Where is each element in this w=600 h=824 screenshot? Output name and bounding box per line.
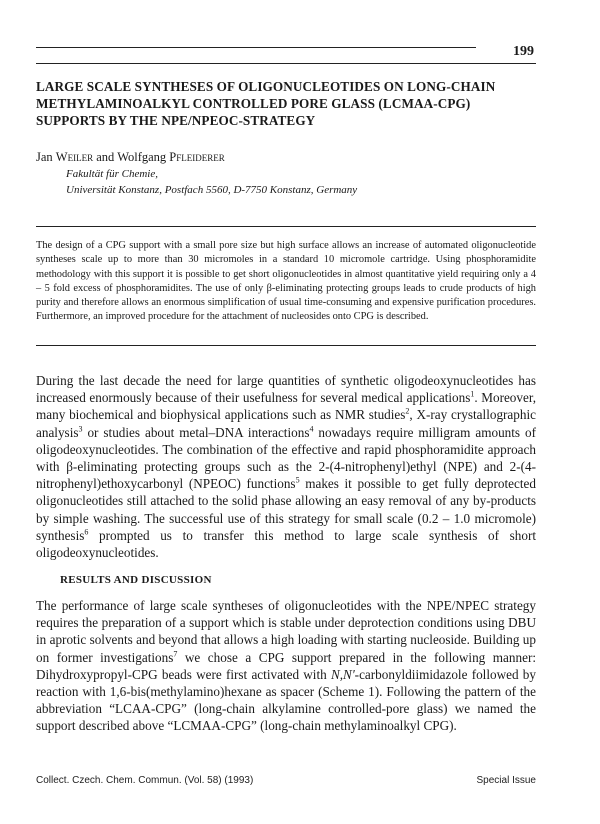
abstract-rule-top: [36, 226, 536, 227]
page-number: 199: [513, 44, 534, 59]
affiliation-line-2: Universität Konstanz, Postfach 5560, D-7750 Konstanz, Germany: [66, 184, 358, 196]
results-paragraph: The performance of large scale syntheses of oligonucleotides with the NPE/NPEC strategy requires the preparation of a support which is stable under deprotection conditions using DBU in aprotic solvents and beyond that allows a high loading with starting nucleoside. Building up on former investigations$^7$ we chose a CPG support prepared in the following manner: Dihydroxypropyl-CPG beads were first activated with N,N'-carbonyldiimidazole followed by reaction with 1,6-bis(methylamino)hexane as spacer (Scheme 1). Following the pattern of the abbreviation “LCAA-CPG” (long-chain alkylamine controlled-pore glass) we named the support described above “LCMAA-CPG” (long-chain methylaminoalkyl CPG).: [36, 598, 536, 734]
header-rule: [36, 47, 476, 48]
abstract: The design of a CPG support with a small pore size but high surface allows an increase of automated oligonucleotide syntheses scale up to more than 30 micromoles in a standard 10 micromole cartridge. Using phosphoramidite methodology with this support it is possible to get short oligonucleotides in almost quantitative yield requiring only a 4 – 5 fold excess of phosphoramidites. The use of only β-eliminating protecting groups leads to crude products of high purity and therefore allows an enormous simplification of usual time-consuming and expensive purification procedures. Furthermore, an improved procedure for the attachment of nucleosides onto CPG is described.: [36, 240, 536, 323]
author-1-family-name: Weiler: [55, 150, 94, 164]
author-separator: and: [96, 150, 115, 164]
reference-1: 1: [470, 389, 475, 399]
reference-2: 2: [405, 407, 410, 417]
author-line: [36, 150, 536, 165]
reference-3: 3: [78, 424, 83, 434]
author-2-family-name: Pfleiderer: [169, 150, 225, 164]
author-1-given-name: Jan: [36, 150, 53, 164]
header-rule-bottom: [36, 63, 536, 64]
introduction-paragraph: During the last decade the need for large quantities of synthetic oligodeoxynucleotides has increased enormously because of their usefulness for several medical applications$^1$. Moreover, many biochemical and biophysical applications such as NMR studies$^2$, X-ray crystallographic analysis$^3$ or studies about metal–DNA interactions$^4$ nowadays require milligram amounts of oligodeoxynucleotides. The combination of the effective and rapid phosphoramidite approach with β-eliminating protecting groups such as the 2-(4-nitrophenyl)ethyl (NPE) and 2-(4-nitrophenyl)ethoxycarbonyl (NPEOC) functions$^5$ makes it possible to get fully deprotected oligonucleotides still attached to the solid phase allowing an easy removal of any by-products by simple washing. The successful use of this strategy for small scale (0.2 – 1.0 micromole) synthesis$^6$ prompted us to transfer this method to large scale synthesis of short oligodeoxynucleotides.: [36, 373, 537, 561]
reference-4: 4: [309, 424, 314, 434]
reference-7: 7: [173, 649, 178, 659]
section-heading-results: RESULTS AND DISCUSSION: [60, 574, 212, 586]
footer-citation: Collect. Czech. Chem. Commun. (Vol. 58) (1993): [36, 775, 254, 786]
reference-6: 6: [84, 527, 89, 537]
affiliation-line-1: Fakultät für Chemie,: [66, 168, 158, 180]
reference-5: 5: [295, 475, 300, 485]
article-title: LARGE SCALE SYNTHESES OF OLIGONUCLEOTIDES ON LONG-CHAIN METHYLAMINOALKYL CONTROLLED PORE GLASS (LCMAA-CPG) SUPPORTS BY THE NPE/NPEOC-STRATEGY: [36, 79, 496, 128]
author-2-given-name: Wolfgang: [117, 150, 167, 164]
abstract-rule-bottom: [36, 345, 536, 346]
footer-issue: Special Issue: [476, 775, 536, 786]
